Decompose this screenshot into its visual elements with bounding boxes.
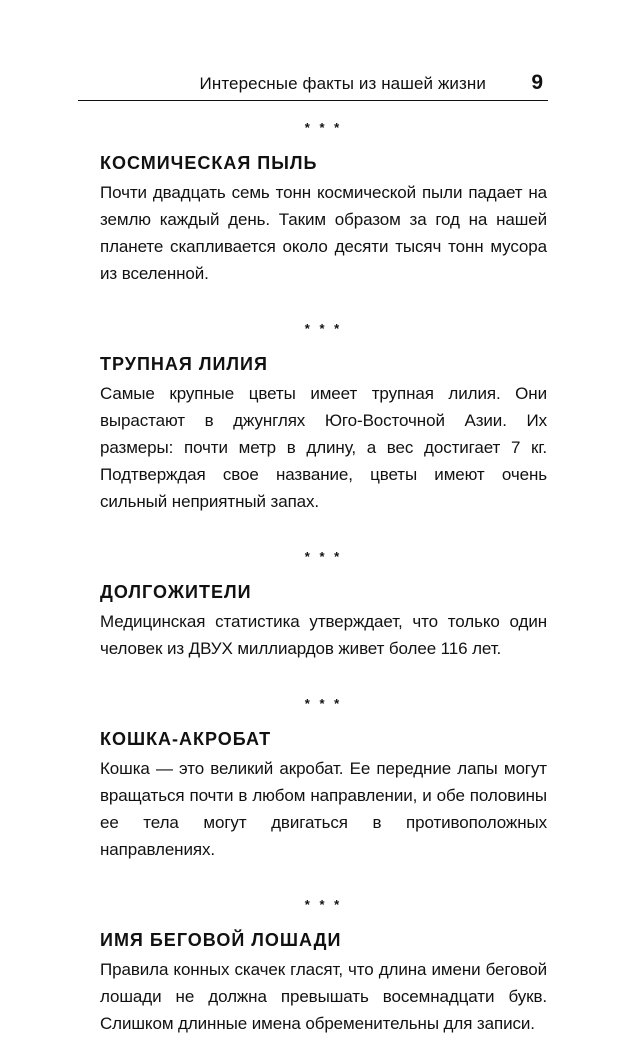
fact-cosmic-dust bbox=[100, 120, 547, 287]
fact-corpse-lily bbox=[100, 321, 547, 515]
fact-text: Медицинская статистика утверждает, что только один человек из ДВУХ миллиардов живет более 116 лет. bbox=[100, 612, 547, 658]
section-separator: * * * bbox=[304, 120, 343, 135]
fact-long-livers bbox=[100, 549, 547, 662]
fact-racehorse-name bbox=[100, 897, 547, 1037]
fact-title: КОСМИЧЕСКАЯ ПЫЛЬ bbox=[100, 153, 318, 173]
section-separator: * * * bbox=[304, 696, 343, 711]
fact-text: Правила конных скачек гласят, что длина имени беговой лошади не должна превышать восемнадцати букв. Слишком длинные имена обременительны для записи. bbox=[100, 960, 547, 1033]
section-separator: * * * bbox=[304, 549, 343, 564]
fact-text: Самые крупные цветы имеет трупная лилия. Они вырастают в джунглях Юго-Восточной Азии. Их размеры: почти метр в длину, а вес достигает 7 кг. Подтверждая свое название, цветы имеют очень сильный неприятный запах. bbox=[100, 384, 547, 511]
fact-text: Почти двадцать семь тонн космической пыли падает на землю каждый день. Таким образом за год на нашей планете скапливается около десяти тысяч тонн мусора из вселенной. bbox=[100, 183, 547, 283]
fact-title: ДОЛГОЖИТЕЛИ bbox=[100, 582, 252, 602]
fact-acrobat-cat bbox=[100, 696, 547, 863]
fact-text: Кошка — это великий акробат. Ее передние лапы могут вращаться почти в любом направлении, и обе половины ее тела могут двигаться в противоположных направлениях. bbox=[100, 759, 547, 859]
section-separator: * * * bbox=[304, 897, 343, 912]
section-separator: * * * bbox=[304, 321, 343, 336]
page-number: 9 bbox=[531, 71, 543, 94]
page-body bbox=[100, 120, 547, 1054]
running-title: Интересные факты из нашей жизни bbox=[199, 74, 486, 93]
fact-title: ИМЯ БЕГОВОЙ ЛОШАДИ bbox=[100, 930, 342, 950]
fact-title: ТРУПНАЯ ЛИЛИЯ bbox=[100, 354, 268, 374]
running-header bbox=[78, 60, 548, 101]
fact-title: КОШКА-АКРОБАТ bbox=[100, 729, 272, 749]
